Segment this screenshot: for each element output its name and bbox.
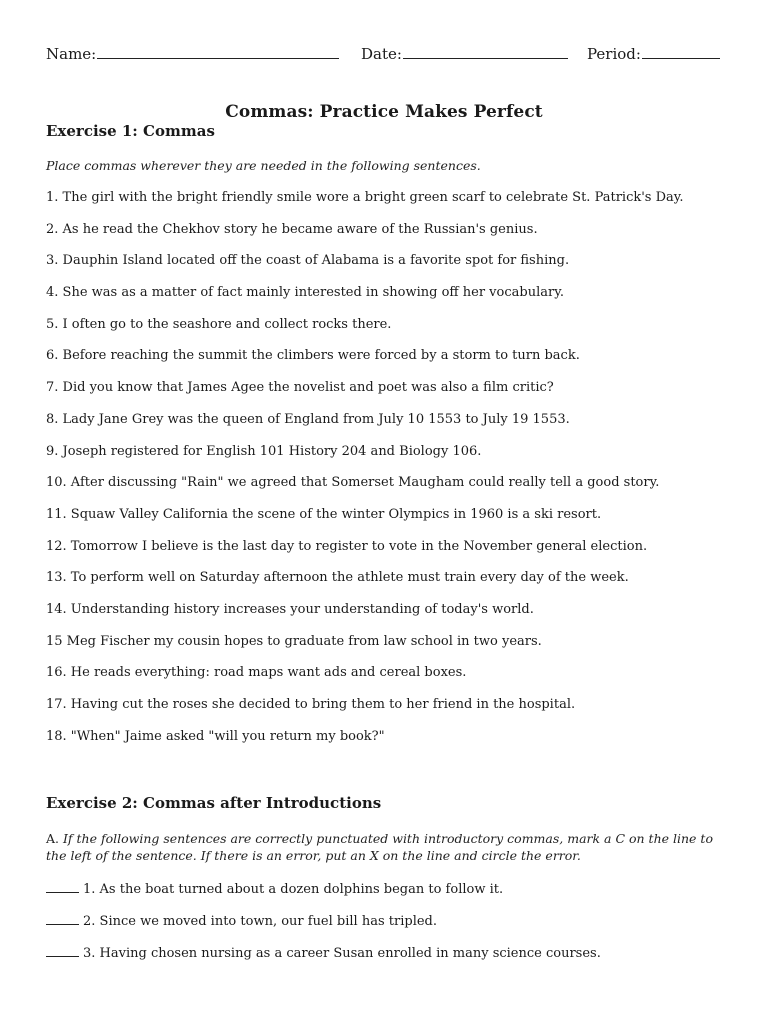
sentence-item: 11. Squaw Valley California the scene of the winter Olympics in 1960 is a ski resort. bbox=[46, 506, 602, 522]
sentence-item: 12. Tomorrow I believe is the last day to register to vote in the November general election. bbox=[46, 538, 648, 554]
name-blank-line[interactable] bbox=[97, 44, 339, 59]
period-label: Period: bbox=[587, 45, 641, 63]
sentence-item: 4. She was as a matter of fact mainly interested in showing off her vocabulary. bbox=[46, 285, 564, 301]
sentence-item: 7. Did you know that James Agee the novelist and poet was also a film critic? bbox=[46, 380, 554, 396]
exercise-2-item-list bbox=[46, 880, 601, 976]
name-field[interactable] bbox=[46, 44, 339, 63]
period-blank-line[interactable] bbox=[642, 44, 720, 59]
answer-blank[interactable] bbox=[46, 880, 79, 893]
answer-blank[interactable] bbox=[46, 944, 79, 957]
item-text: 3. Having chosen nursing as a career Susan enrolled in many science courses. bbox=[83, 946, 601, 961]
list-item bbox=[46, 912, 601, 944]
sentence-item: 2. As he read the Chekhov story he became aware of the Russian's genius. bbox=[46, 221, 538, 237]
item-text: 1. As the boat turned about a dozen dolphins began to follow it. bbox=[83, 882, 504, 897]
name-label: Name: bbox=[46, 45, 97, 63]
sentence-item: 13. To perform well on Saturday afternoon the athlete must train every day of the week. bbox=[46, 570, 629, 586]
sentence-item: 9. Joseph registered for English 101 History 204 and Biology 106. bbox=[46, 443, 482, 459]
sentence-item: 6. Before reaching the summit the climbers were forced by a storm to turn back. bbox=[46, 348, 580, 364]
list-item bbox=[46, 880, 601, 912]
sentence-item: 3. Dauphin Island located off the coast of Alabama is a favorite spot for fishing. bbox=[46, 253, 570, 269]
date-field[interactable] bbox=[361, 44, 568, 63]
sentence-item: 10. After discussing "Rain" we agreed that Somerset Maugham could really tell a good story. bbox=[46, 475, 660, 491]
exercise-1-heading: Exercise 1: Commas bbox=[46, 122, 215, 140]
sentence-item: 8. Lady Jane Grey was the queen of England from July 10 1553 to July 19 1553. bbox=[46, 411, 570, 427]
date-label: Date: bbox=[361, 45, 402, 63]
sentence-item: 16. He reads everything: road maps want ads and cereal boxes. bbox=[46, 665, 467, 681]
period-field[interactable] bbox=[587, 44, 720, 63]
date-blank-line[interactable] bbox=[403, 44, 568, 59]
sentence-item: 15 Meg Fischer my cousin hopes to graduate from law school in two years. bbox=[46, 633, 542, 649]
instruction-prefix: A. bbox=[46, 831, 63, 846]
page-title: Commas: Practice Makes Perfect bbox=[225, 102, 543, 122]
exercise-1-sentence-list bbox=[46, 189, 684, 759]
item-text: 2. Since we moved into town, our fuel bill has tripled. bbox=[83, 914, 437, 929]
sentence-item: 1. The girl with the bright friendly smile wore a bright green scarf to celebrate St. Patrick's Day. bbox=[46, 190, 684, 205]
instruction-text: If the following sentences are correctly punctuated with introductory commas, mark a C on the line to the left of the sentence. If there is an error, put an X on the line and circle the error. bbox=[46, 831, 713, 863]
exercise-2-heading: Exercise 2: Commas after Introductions bbox=[46, 794, 382, 812]
exercise-2-instruction bbox=[46, 830, 726, 864]
sentence-item: 14. Understanding history increases your understanding of today's world. bbox=[46, 601, 534, 617]
list-item bbox=[46, 944, 601, 976]
exercise-1-instruction: Place commas wherever they are needed in the following sentences. bbox=[46, 158, 481, 173]
student-info-header bbox=[46, 44, 722, 66]
sentence-item: 5. I often go to the seashore and collect rocks there. bbox=[46, 316, 392, 332]
answer-blank[interactable] bbox=[46, 912, 79, 925]
sentence-item: 17. Having cut the roses she decided to bring them to her friend in the hospital. bbox=[46, 697, 576, 712]
sentence-item: 18. "When" Jaime asked "will you return my book?" bbox=[46, 728, 385, 744]
